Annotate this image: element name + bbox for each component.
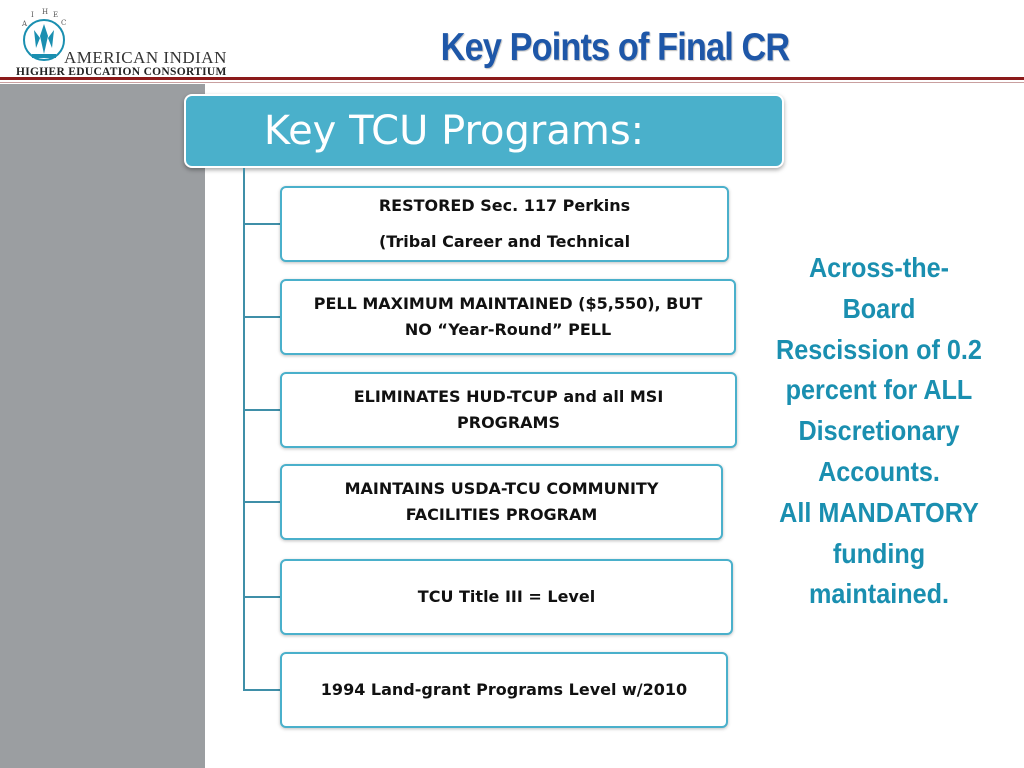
rescission-note-line: maintained. xyxy=(808,578,950,610)
rescission-note-line: Board xyxy=(842,292,916,324)
program-item-usda-tcu xyxy=(280,464,723,540)
logo-arc-letter-i: I xyxy=(31,11,34,19)
programs-header-box xyxy=(184,94,784,168)
left-gray-strip xyxy=(0,84,205,768)
program-item-line: 1994 Land-grant Programs Level w/2010 xyxy=(320,680,688,699)
logo-arc-letter-h: H xyxy=(42,8,49,16)
slide-title: Key Points of Final CR xyxy=(440,26,790,69)
logo-arc-letter-e: E xyxy=(53,11,59,19)
programs-header-text: Key TCU Programs: xyxy=(263,108,645,154)
logo-name-line1: AMERICAN INDIAN xyxy=(64,48,227,67)
program-item-line: FACILITIES PROGRAM xyxy=(405,505,598,524)
program-item-line: MAINTAINS USDA-TCU COMMUNITY xyxy=(344,479,659,498)
rescission-note-line: All MANDATORY xyxy=(779,496,979,528)
program-item-line: ELIMINATES HUD-TCUP and all MSI xyxy=(353,387,664,406)
program-item-line: PELL MAXIMUM MAINTAINED ($5,550), BUT xyxy=(313,294,703,313)
tree-branch xyxy=(243,223,281,225)
program-item-line: PROGRAMS xyxy=(457,413,560,432)
tree-branch xyxy=(243,596,281,598)
tree-branch xyxy=(243,409,281,411)
header-rule-thin xyxy=(0,82,1024,83)
program-item-land-grant xyxy=(280,652,728,728)
tree-branch xyxy=(243,689,281,691)
rescission-note-line: percent for ALL xyxy=(785,374,973,406)
logo-arc-letter-c: C xyxy=(61,19,67,27)
tree-connector-vertical xyxy=(243,168,245,691)
program-item-perkins xyxy=(280,186,729,262)
rescission-note-line: Accounts. xyxy=(818,455,940,487)
program-item-pell xyxy=(280,279,736,355)
rescission-note-line: funding xyxy=(832,537,926,569)
tree-branch xyxy=(243,316,281,318)
rescission-note-line: Rescission of 0.2 xyxy=(776,333,982,365)
program-item-line: TCU Title III = Level xyxy=(417,587,596,606)
program-item-line: RESTORED Sec. 117 Perkins xyxy=(378,196,631,215)
rescission-note-line: Discretionary xyxy=(798,415,960,447)
logo-arc-letter-a: A xyxy=(22,20,28,28)
tree-branch xyxy=(243,501,281,503)
program-item-title-iii xyxy=(280,559,733,635)
aihec-logo xyxy=(14,8,227,78)
program-item-line: NO “Year-Round” PELL xyxy=(404,320,612,339)
rescission-note xyxy=(772,248,986,615)
program-item-line: (Tribal Career and Technical xyxy=(378,232,631,251)
rescission-note-line: Across-the- xyxy=(808,252,950,283)
logo-name-line2: HIGHER EDUCATION CONSORTIUM xyxy=(16,66,227,78)
program-item-hud-tcup xyxy=(280,372,737,448)
